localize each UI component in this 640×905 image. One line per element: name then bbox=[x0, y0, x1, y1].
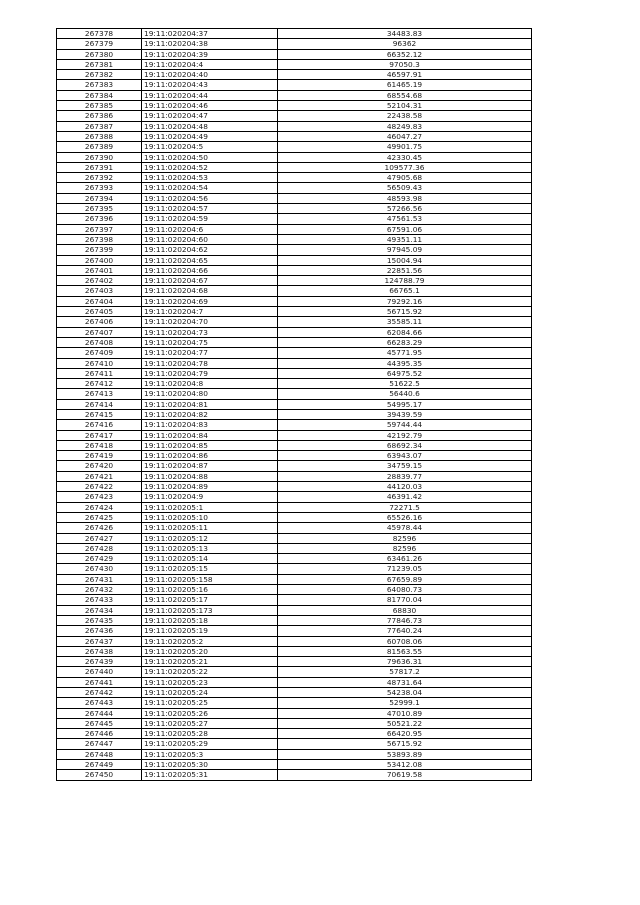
cadastral-number-cell: 19:11:020204:69 bbox=[142, 296, 278, 306]
value-cell: 57817.2 bbox=[278, 667, 532, 677]
row-id-cell: 267431 bbox=[57, 574, 142, 584]
cadastral-number-cell: 19:11:020205:1 bbox=[142, 502, 278, 512]
value-cell: 67659.89 bbox=[278, 574, 532, 584]
cadastral-number-cell: 19:11:020204:40 bbox=[142, 70, 278, 80]
table-row bbox=[57, 162, 532, 172]
row-id-cell: 267394 bbox=[57, 193, 142, 203]
cadastral-number-cell: 19:11:020204:68 bbox=[142, 286, 278, 296]
row-id-cell: 267443 bbox=[57, 698, 142, 708]
table-row bbox=[57, 605, 532, 615]
row-id-cell: 267433 bbox=[57, 595, 142, 605]
value-cell: 68830 bbox=[278, 605, 532, 615]
row-id-cell: 267416 bbox=[57, 420, 142, 430]
row-id-cell: 267414 bbox=[57, 399, 142, 409]
value-cell: 82596 bbox=[278, 533, 532, 543]
value-cell: 81563.55 bbox=[278, 646, 532, 656]
row-id-cell: 267398 bbox=[57, 234, 142, 244]
row-id-cell: 267397 bbox=[57, 224, 142, 234]
row-id-cell: 267379 bbox=[57, 39, 142, 49]
table-row bbox=[57, 183, 532, 193]
table-row bbox=[57, 564, 532, 574]
cadastral-number-cell: 19:11:020205:22 bbox=[142, 667, 278, 677]
row-id-cell: 267409 bbox=[57, 348, 142, 358]
table-row bbox=[57, 131, 532, 141]
cadastral-number-cell: 19:11:020204:80 bbox=[142, 389, 278, 399]
cadastral-number-cell: 19:11:020205:30 bbox=[142, 760, 278, 770]
cadastral-number-cell: 19:11:020205:16 bbox=[142, 585, 278, 595]
value-cell: 79636.31 bbox=[278, 657, 532, 667]
value-cell: 45771.95 bbox=[278, 348, 532, 358]
row-id-cell: 267450 bbox=[57, 770, 142, 780]
cadastral-number-cell: 19:11:020205:2 bbox=[142, 636, 278, 646]
cadastral-number-cell: 19:11:020204:87 bbox=[142, 461, 278, 471]
cadastral-number-cell: 19:11:020204:77 bbox=[142, 348, 278, 358]
cadastral-number-cell: 19:11:020204:81 bbox=[142, 399, 278, 409]
row-id-cell: 267447 bbox=[57, 739, 142, 749]
value-cell: 53412.08 bbox=[278, 760, 532, 770]
row-id-cell: 267437 bbox=[57, 636, 142, 646]
table-row bbox=[57, 409, 532, 419]
value-cell: 109577.36 bbox=[278, 162, 532, 172]
row-id-cell: 267385 bbox=[57, 101, 142, 111]
table-row bbox=[57, 688, 532, 698]
cadastral-number-cell: 19:11:020204:8 bbox=[142, 379, 278, 389]
table-row bbox=[57, 29, 532, 39]
row-id-cell: 267405 bbox=[57, 307, 142, 317]
cadastral-number-cell: 19:11:020204:62 bbox=[142, 245, 278, 255]
cadastral-number-cell: 19:11:020205:15 bbox=[142, 564, 278, 574]
table-row bbox=[57, 554, 532, 564]
row-id-cell: 267382 bbox=[57, 70, 142, 80]
cadastral-number-cell: 19:11:020205:25 bbox=[142, 698, 278, 708]
row-id-cell: 267423 bbox=[57, 492, 142, 502]
value-cell: 50521.22 bbox=[278, 718, 532, 728]
table-row bbox=[57, 626, 532, 636]
table-row bbox=[57, 595, 532, 605]
cadastral-number-cell: 19:11:020204:5 bbox=[142, 142, 278, 152]
table-row bbox=[57, 430, 532, 440]
table-row bbox=[57, 523, 532, 533]
cadastral-number-cell: 19:11:020205:10 bbox=[142, 512, 278, 522]
row-id-cell: 267381 bbox=[57, 59, 142, 69]
table-row bbox=[57, 585, 532, 595]
table-row bbox=[57, 512, 532, 522]
value-cell: 97050.3 bbox=[278, 59, 532, 69]
table-row bbox=[57, 368, 532, 378]
row-id-cell: 267439 bbox=[57, 657, 142, 667]
value-cell: 49901.75 bbox=[278, 142, 532, 152]
table-row bbox=[57, 245, 532, 255]
value-cell: 15004.94 bbox=[278, 255, 532, 265]
cadastral-number-cell: 19:11:020204:6 bbox=[142, 224, 278, 234]
cadastral-number-cell: 19:11:020204:84 bbox=[142, 430, 278, 440]
cadastral-number-cell: 19:11:020205:14 bbox=[142, 554, 278, 564]
value-cell: 71239.05 bbox=[278, 564, 532, 574]
cadastral-number-cell: 19:11:020204:48 bbox=[142, 121, 278, 131]
cadastral-number-cell: 19:11:020204:38 bbox=[142, 39, 278, 49]
row-id-cell: 267430 bbox=[57, 564, 142, 574]
table-row bbox=[57, 739, 532, 749]
value-cell: 47905.68 bbox=[278, 173, 532, 183]
cadastral-number-cell: 19:11:020205:23 bbox=[142, 677, 278, 687]
value-cell: 66765.1 bbox=[278, 286, 532, 296]
row-id-cell: 267412 bbox=[57, 379, 142, 389]
row-id-cell: 267384 bbox=[57, 90, 142, 100]
cadastral-number-cell: 19:11:020204:7 bbox=[142, 307, 278, 317]
row-id-cell: 267403 bbox=[57, 286, 142, 296]
row-id-cell: 267404 bbox=[57, 296, 142, 306]
cadastral-number-cell: 19:11:020205:12 bbox=[142, 533, 278, 543]
table-row bbox=[57, 121, 532, 131]
value-cell: 56509.43 bbox=[278, 183, 532, 193]
value-cell: 68692.34 bbox=[278, 440, 532, 450]
value-cell: 79292.16 bbox=[278, 296, 532, 306]
value-cell: 56715.92 bbox=[278, 739, 532, 749]
table-row bbox=[57, 636, 532, 646]
cadastral-number-cell: 19:11:020205:11 bbox=[142, 523, 278, 533]
table-row bbox=[57, 142, 532, 152]
table-row bbox=[57, 451, 532, 461]
value-cell: 63461.26 bbox=[278, 554, 532, 564]
table-row bbox=[57, 317, 532, 327]
table-row bbox=[57, 615, 532, 625]
value-cell: 96362 bbox=[278, 39, 532, 49]
cadastral-number-cell: 19:11:020205:18 bbox=[142, 615, 278, 625]
table-row bbox=[57, 770, 532, 780]
value-cell: 66352.12 bbox=[278, 49, 532, 59]
row-id-cell: 267401 bbox=[57, 265, 142, 275]
cadastral-number-cell: 19:11:020204:88 bbox=[142, 471, 278, 481]
table-row bbox=[57, 389, 532, 399]
value-cell: 52104.31 bbox=[278, 101, 532, 111]
table-row bbox=[57, 482, 532, 492]
row-id-cell: 267436 bbox=[57, 626, 142, 636]
table-row bbox=[57, 286, 532, 296]
table-row bbox=[57, 152, 532, 162]
row-id-cell: 267407 bbox=[57, 327, 142, 337]
value-cell: 42330.45 bbox=[278, 152, 532, 162]
table-row bbox=[57, 379, 532, 389]
cadastral-number-cell: 19:11:020205:31 bbox=[142, 770, 278, 780]
row-id-cell: 267406 bbox=[57, 317, 142, 327]
cadastral-number-cell: 19:11:020204:4 bbox=[142, 59, 278, 69]
value-cell: 47010.89 bbox=[278, 708, 532, 718]
row-id-cell: 267420 bbox=[57, 461, 142, 471]
value-cell: 22851.56 bbox=[278, 265, 532, 275]
cadastral-number-cell: 19:11:020205:17 bbox=[142, 595, 278, 605]
row-id-cell: 267426 bbox=[57, 523, 142, 533]
value-cell: 124788.79 bbox=[278, 276, 532, 286]
cadastral-number-cell: 19:11:020204:86 bbox=[142, 451, 278, 461]
row-id-cell: 267383 bbox=[57, 80, 142, 90]
value-cell: 56715.92 bbox=[278, 307, 532, 317]
cadastral-number-cell: 19:11:020204:52 bbox=[142, 162, 278, 172]
row-id-cell: 267422 bbox=[57, 482, 142, 492]
value-cell: 59744.44 bbox=[278, 420, 532, 430]
cadastral-number-cell: 19:11:020204:85 bbox=[142, 440, 278, 450]
table-row bbox=[57, 101, 532, 111]
value-cell: 45978.44 bbox=[278, 523, 532, 533]
row-id-cell: 267388 bbox=[57, 131, 142, 141]
cadastral-number-cell: 19:11:020204:39 bbox=[142, 49, 278, 59]
row-id-cell: 267415 bbox=[57, 409, 142, 419]
row-id-cell: 267438 bbox=[57, 646, 142, 656]
cadastral-number-cell: 19:11:020205:27 bbox=[142, 718, 278, 728]
cadastral-number-cell: 19:11:020205:24 bbox=[142, 688, 278, 698]
table-row bbox=[57, 80, 532, 90]
value-cell: 66420.95 bbox=[278, 729, 532, 739]
value-cell: 51622.5 bbox=[278, 379, 532, 389]
table-row bbox=[57, 471, 532, 481]
value-cell: 61465.19 bbox=[278, 80, 532, 90]
table-row bbox=[57, 337, 532, 347]
value-cell: 48593.98 bbox=[278, 193, 532, 203]
row-id-cell: 267421 bbox=[57, 471, 142, 481]
table-row bbox=[57, 214, 532, 224]
row-id-cell: 267389 bbox=[57, 142, 142, 152]
cadastral-number-cell: 19:11:020204:54 bbox=[142, 183, 278, 193]
table-row bbox=[57, 90, 532, 100]
cadastral-number-cell: 19:11:020204:44 bbox=[142, 90, 278, 100]
cadastral-number-cell: 19:11:020204:53 bbox=[142, 173, 278, 183]
cadastral-number-cell: 19:11:020205:173 bbox=[142, 605, 278, 615]
row-id-cell: 267425 bbox=[57, 512, 142, 522]
row-id-cell: 267435 bbox=[57, 615, 142, 625]
cadastral-number-cell: 19:11:020204:37 bbox=[142, 29, 278, 39]
table-row bbox=[57, 574, 532, 584]
value-cell: 47561.53 bbox=[278, 214, 532, 224]
table-row bbox=[57, 327, 532, 337]
value-cell: 81770.04 bbox=[278, 595, 532, 605]
row-id-cell: 267427 bbox=[57, 533, 142, 543]
cadastral-number-cell: 19:11:020205:29 bbox=[142, 739, 278, 749]
table-row bbox=[57, 729, 532, 739]
table-row bbox=[57, 193, 532, 203]
cadastral-number-cell: 19:11:020204:47 bbox=[142, 111, 278, 121]
row-id-cell: 267432 bbox=[57, 585, 142, 595]
cadastral-number-cell: 19:11:020204:49 bbox=[142, 131, 278, 141]
table-row bbox=[57, 255, 532, 265]
row-id-cell: 267400 bbox=[57, 255, 142, 265]
row-id-cell: 267417 bbox=[57, 430, 142, 440]
row-id-cell: 267444 bbox=[57, 708, 142, 718]
value-cell: 35585.11 bbox=[278, 317, 532, 327]
cadastral-number-cell: 19:11:020204:56 bbox=[142, 193, 278, 203]
row-id-cell: 267441 bbox=[57, 677, 142, 687]
row-id-cell: 267434 bbox=[57, 605, 142, 615]
value-cell: 54995.17 bbox=[278, 399, 532, 409]
value-cell: 46391.42 bbox=[278, 492, 532, 502]
table-row bbox=[57, 173, 532, 183]
cadastral-number-cell: 19:11:020205:3 bbox=[142, 749, 278, 759]
cadastral-number-cell: 19:11:020204:9 bbox=[142, 492, 278, 502]
cadastral-number-cell: 19:11:020204:60 bbox=[142, 234, 278, 244]
row-id-cell: 267393 bbox=[57, 183, 142, 193]
cadastral-number-cell: 19:11:020204:78 bbox=[142, 358, 278, 368]
table-row bbox=[57, 667, 532, 677]
row-id-cell: 267410 bbox=[57, 358, 142, 368]
row-id-cell: 267445 bbox=[57, 718, 142, 728]
row-id-cell: 267446 bbox=[57, 729, 142, 739]
table-row bbox=[57, 358, 532, 368]
table-row bbox=[57, 492, 532, 502]
table-row bbox=[57, 533, 532, 543]
table-row bbox=[57, 543, 532, 553]
value-cell: 34759.15 bbox=[278, 461, 532, 471]
value-cell: 97945.09 bbox=[278, 245, 532, 255]
cadastral-number-cell: 19:11:020204:67 bbox=[142, 276, 278, 286]
value-cell: 77846.73 bbox=[278, 615, 532, 625]
row-id-cell: 267413 bbox=[57, 389, 142, 399]
table-row bbox=[57, 49, 532, 59]
table-row bbox=[57, 399, 532, 409]
row-id-cell: 267402 bbox=[57, 276, 142, 286]
row-id-cell: 267395 bbox=[57, 204, 142, 214]
value-cell: 64975.52 bbox=[278, 368, 532, 378]
cadastral-number-cell: 19:11:020205:20 bbox=[142, 646, 278, 656]
table-row bbox=[57, 348, 532, 358]
row-id-cell: 267386 bbox=[57, 111, 142, 121]
cadastral-number-cell: 19:11:020204:43 bbox=[142, 80, 278, 90]
table-row bbox=[57, 420, 532, 430]
row-id-cell: 267449 bbox=[57, 760, 142, 770]
table-row bbox=[57, 59, 532, 69]
data-table bbox=[56, 28, 532, 781]
table-row bbox=[57, 677, 532, 687]
value-cell: 42192.79 bbox=[278, 430, 532, 440]
table-row bbox=[57, 708, 532, 718]
value-cell: 46047.27 bbox=[278, 131, 532, 141]
cadastral-number-cell: 19:11:020205:158 bbox=[142, 574, 278, 584]
table-row bbox=[57, 502, 532, 512]
row-id-cell: 267418 bbox=[57, 440, 142, 450]
row-id-cell: 267411 bbox=[57, 368, 142, 378]
table-row bbox=[57, 657, 532, 667]
table-row bbox=[57, 39, 532, 49]
cadastral-number-cell: 19:11:020204:75 bbox=[142, 337, 278, 347]
value-cell: 65526.16 bbox=[278, 512, 532, 522]
row-id-cell: 267380 bbox=[57, 49, 142, 59]
row-id-cell: 267399 bbox=[57, 245, 142, 255]
cadastral-number-cell: 19:11:020204:65 bbox=[142, 255, 278, 265]
row-id-cell: 267424 bbox=[57, 502, 142, 512]
row-id-cell: 267428 bbox=[57, 543, 142, 553]
cadastral-number-cell: 19:11:020205:13 bbox=[142, 543, 278, 553]
cadastral-number-cell: 19:11:020205:21 bbox=[142, 657, 278, 667]
cadastral-number-cell: 19:11:020204:73 bbox=[142, 327, 278, 337]
value-cell: 54238.04 bbox=[278, 688, 532, 698]
value-cell: 70619.58 bbox=[278, 770, 532, 780]
value-cell: 48731.64 bbox=[278, 677, 532, 687]
value-cell: 57266.56 bbox=[278, 204, 532, 214]
value-cell: 68554.68 bbox=[278, 90, 532, 100]
table-body bbox=[57, 29, 532, 781]
row-id-cell: 267396 bbox=[57, 214, 142, 224]
value-cell: 46597.91 bbox=[278, 70, 532, 80]
value-cell: 56440.6 bbox=[278, 389, 532, 399]
table-row bbox=[57, 646, 532, 656]
value-cell: 52999.1 bbox=[278, 698, 532, 708]
table-row bbox=[57, 307, 532, 317]
table-row bbox=[57, 224, 532, 234]
cadastral-number-cell: 19:11:020205:19 bbox=[142, 626, 278, 636]
row-id-cell: 267391 bbox=[57, 162, 142, 172]
value-cell: 62084.66 bbox=[278, 327, 532, 337]
cadastral-number-cell: 19:11:020204:57 bbox=[142, 204, 278, 214]
row-id-cell: 267429 bbox=[57, 554, 142, 564]
cadastral-number-cell: 19:11:020204:70 bbox=[142, 317, 278, 327]
row-id-cell: 267408 bbox=[57, 337, 142, 347]
row-id-cell: 267448 bbox=[57, 749, 142, 759]
row-id-cell: 267419 bbox=[57, 451, 142, 461]
row-id-cell: 267440 bbox=[57, 667, 142, 677]
row-id-cell: 267390 bbox=[57, 152, 142, 162]
cadastral-number-cell: 19:11:020204:79 bbox=[142, 368, 278, 378]
table-row bbox=[57, 276, 532, 286]
cadastral-number-cell: 19:11:020205:26 bbox=[142, 708, 278, 718]
table-row bbox=[57, 698, 532, 708]
row-id-cell: 267392 bbox=[57, 173, 142, 183]
value-cell: 63943.07 bbox=[278, 451, 532, 461]
value-cell: 77640.24 bbox=[278, 626, 532, 636]
value-cell: 44395.35 bbox=[278, 358, 532, 368]
table-row bbox=[57, 461, 532, 471]
row-id-cell: 267387 bbox=[57, 121, 142, 131]
table-row bbox=[57, 760, 532, 770]
table-row bbox=[57, 111, 532, 121]
value-cell: 53893.89 bbox=[278, 749, 532, 759]
value-cell: 48249.83 bbox=[278, 121, 532, 131]
value-cell: 34483.83 bbox=[278, 29, 532, 39]
cadastral-number-cell: 19:11:020204:50 bbox=[142, 152, 278, 162]
value-cell: 72271.5 bbox=[278, 502, 532, 512]
row-id-cell: 267442 bbox=[57, 688, 142, 698]
table-row bbox=[57, 749, 532, 759]
table-row bbox=[57, 718, 532, 728]
value-cell: 49351.11 bbox=[278, 234, 532, 244]
value-cell: 22438.58 bbox=[278, 111, 532, 121]
value-cell: 82596 bbox=[278, 543, 532, 553]
table-row bbox=[57, 265, 532, 275]
cadastral-number-cell: 19:11:020204:89 bbox=[142, 482, 278, 492]
row-id-cell: 267378 bbox=[57, 29, 142, 39]
value-cell: 44120.03 bbox=[278, 482, 532, 492]
cadastral-number-cell: 19:11:020204:82 bbox=[142, 409, 278, 419]
cadastral-number-cell: 19:11:020204:66 bbox=[142, 265, 278, 275]
value-cell: 28839.77 bbox=[278, 471, 532, 481]
table-row bbox=[57, 234, 532, 244]
value-cell: 66283.29 bbox=[278, 337, 532, 347]
value-cell: 39439.59 bbox=[278, 409, 532, 419]
cadastral-number-cell: 19:11:020204:46 bbox=[142, 101, 278, 111]
cadastral-number-cell: 19:11:020204:83 bbox=[142, 420, 278, 430]
cadastral-number-cell: 19:11:020205:28 bbox=[142, 729, 278, 739]
value-cell: 64080.73 bbox=[278, 585, 532, 595]
value-cell: 60708.06 bbox=[278, 636, 532, 646]
cadastral-number-cell: 19:11:020204:59 bbox=[142, 214, 278, 224]
value-cell: 67591.06 bbox=[278, 224, 532, 234]
table-row bbox=[57, 70, 532, 80]
table-row bbox=[57, 296, 532, 306]
table-row bbox=[57, 440, 532, 450]
table-row bbox=[57, 204, 532, 214]
